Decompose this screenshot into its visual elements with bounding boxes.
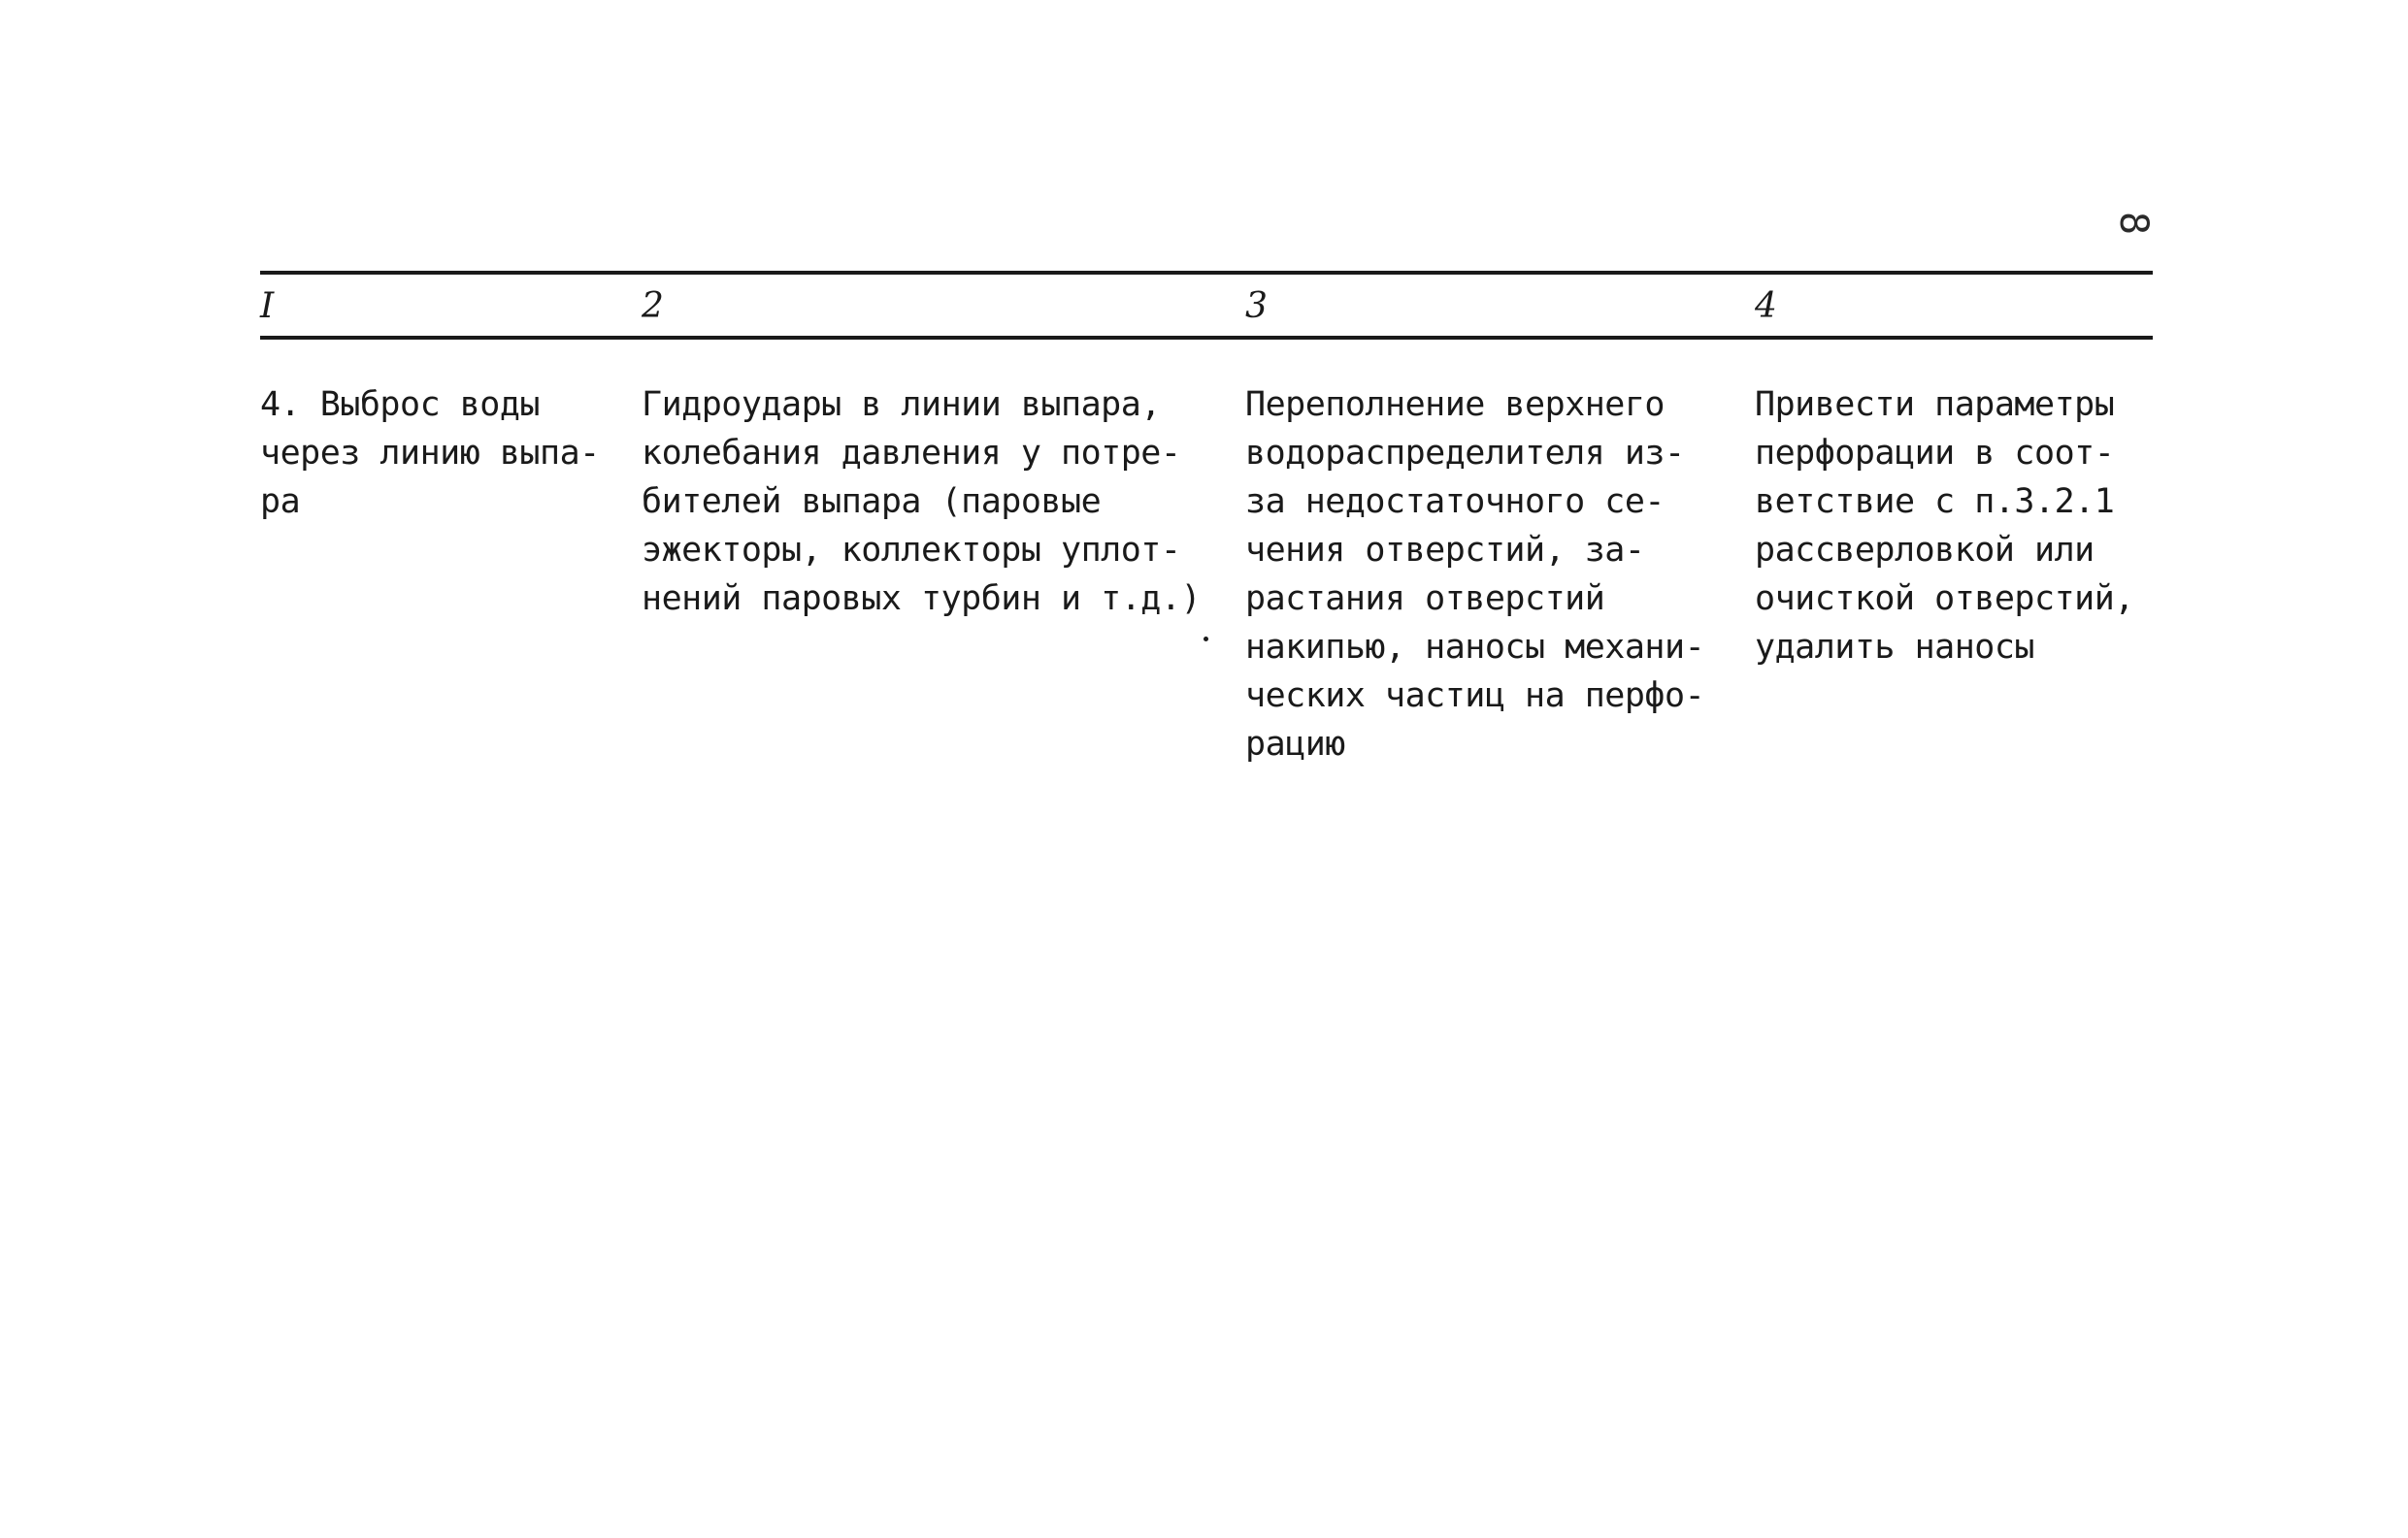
table-cell-remedy: Привести параметры перфорации в соот- ветствие с п.3.2.1 рассверловкой или очисткой отверстий, удалить наносы	[1755, 385, 2134, 667]
table-header-rule	[260, 336, 2153, 340]
table-cell-cause: Переполнение верхнего водораспределителя из- за недостаточного се- чения отверстий, за- растания отверстий накипью, наносы механи- ческих частиц на перфо- рацию	[1245, 385, 1705, 764]
page-number: 8	[2111, 212, 2156, 236]
column-header-3: 3	[1245, 286, 1268, 326]
table-cell-symptom: Гидроудары в линии выпара, колебания давления у потре- бителей выпара (паровые эжекторы, коллекторы уплот- нений паровых турбин и т.д.)	[642, 385, 1202, 618]
table-cell-malfunction: 4. Выброс воды через линию выпа- ра	[260, 385, 600, 521]
column-header-4: 4	[1755, 286, 1777, 326]
column-header-1: I	[260, 286, 275, 326]
stray-mark	[1204, 637, 1208, 641]
table-top-rule	[260, 271, 2153, 275]
column-header-2: 2	[642, 286, 664, 326]
